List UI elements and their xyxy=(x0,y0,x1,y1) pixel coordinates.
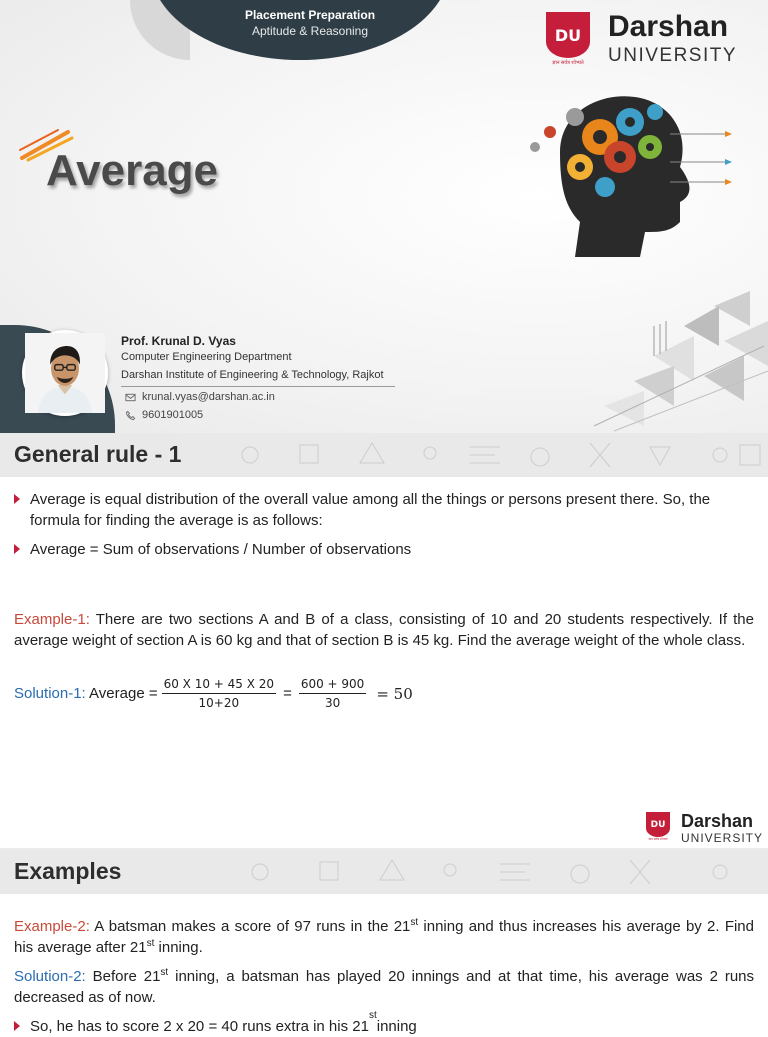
phone-contact xyxy=(125,409,203,421)
email-contact[interactable] xyxy=(125,391,275,403)
slide-header xyxy=(0,850,768,894)
phone-icon xyxy=(125,410,136,421)
divider xyxy=(121,386,395,387)
institute: Darshan Institute of Engineering & Technology, Rajkot xyxy=(121,369,384,381)
bullet-text-b: inning xyxy=(376,1018,417,1035)
fraction-1 xyxy=(162,677,276,710)
person-portrait-icon xyxy=(25,333,105,413)
phone-text: 9601901005 xyxy=(142,409,204,421)
avatar xyxy=(22,330,108,416)
superscript: st xyxy=(410,917,419,928)
department: Computer Engineering Department xyxy=(121,351,292,363)
general-rule-slide xyxy=(0,433,768,850)
logo-motto: ज्ञान सर्वत्र शोभ्यते xyxy=(552,60,584,66)
mail-icon xyxy=(125,392,136,403)
bullet-formula xyxy=(14,539,411,560)
bullet-partial xyxy=(14,1010,417,1037)
example-1 xyxy=(14,609,754,651)
solution-1 xyxy=(14,677,413,710)
logo-emblem xyxy=(646,812,673,841)
program-title: Placement Preparation xyxy=(244,8,376,22)
bullet-definition xyxy=(14,489,754,531)
professor-name: Prof. Krunal D. Vyas xyxy=(121,334,236,348)
example-label: Example-1: xyxy=(14,611,90,628)
logo-emblem xyxy=(546,12,598,66)
solution-label: Solution-1: xyxy=(14,685,86,702)
bullet-text: Average = Sum of observations / Number of observations xyxy=(30,541,412,558)
example-2 xyxy=(14,916,754,958)
example-text-c: inning. xyxy=(154,939,203,956)
fraction-2 xyxy=(299,677,367,710)
email-text[interactable]: krunal.vyas@darshan.ac.in xyxy=(142,391,275,403)
equals-sign: = xyxy=(283,685,292,702)
solution-text-b: inning, a batsman has played 20 innings and at that time, his average was 2 runs decreased as of now. xyxy=(14,968,755,1006)
example-text-b: inning and thus increases his average by 2. Find his average after 21 xyxy=(14,918,754,956)
superscript: st xyxy=(368,1010,377,1021)
slide-header xyxy=(0,433,768,477)
solution-2 xyxy=(14,966,754,1008)
logo-brand-text: Darshan xyxy=(608,10,729,43)
bullet-arrow-icon xyxy=(14,494,20,504)
slide-heading: Examples xyxy=(14,858,122,884)
bullet-arrow-icon xyxy=(14,544,20,554)
shield-icon: DU xyxy=(646,812,670,837)
superscript: st xyxy=(160,967,169,978)
solution-label: Solution-2: xyxy=(14,968,86,985)
slide-heading: General rule - 1 xyxy=(14,441,182,467)
fraction-numerator: 60 X 10 + 45 X 20 xyxy=(162,677,276,694)
program-subtitle: Aptitude & Reasoning xyxy=(251,24,369,38)
solution-result: = 50 xyxy=(376,684,413,703)
geometric-triangles-decoration xyxy=(584,286,768,431)
logo-university-text: UNIVERSITY xyxy=(681,831,764,845)
head-gears-illustration xyxy=(520,92,740,262)
logo-university-text: UNIVERSITY xyxy=(608,45,738,66)
fraction-numerator: 600 + 900 xyxy=(299,677,367,694)
example-label: Example-2: xyxy=(14,918,90,935)
bullet-text-a: So, he has to score 2 x 20 = 40 runs extra in his 21 xyxy=(30,1018,369,1035)
example-text: There are two sections A and B of a class, consisting of 10 and 20 students respectively. If the average weight of section A is 60 kg and that of section B is 45 kg. Find the average weight of the whole class. xyxy=(14,611,754,649)
shield-icon: DU xyxy=(546,12,590,58)
logo-motto: ज्ञान सर्वत्र शोभ्यते xyxy=(648,837,668,841)
example-text-a: A batsman makes a score of 97 runs in the 21 xyxy=(89,918,411,935)
solution-text-a: Before 21 xyxy=(85,968,161,985)
bullet-arrow-icon xyxy=(14,1021,20,1031)
darshan-university-logo xyxy=(646,812,763,844)
bullet-text: Average is equal distribution of the overall value among all the things or persons present there. So, the formula for finding the average is as follows: xyxy=(30,491,711,529)
superscript: st xyxy=(146,938,155,949)
cover-title: Average xyxy=(46,146,219,195)
logo-brand-text: Darshan xyxy=(681,811,754,831)
solution-prefix: Average = xyxy=(85,685,158,702)
darshan-university-logo xyxy=(546,12,737,66)
fraction-denominator: 10+20 xyxy=(198,696,240,710)
fraction-denominator: 30 xyxy=(324,696,341,710)
cover-slide xyxy=(0,0,768,433)
examples-slide xyxy=(0,858,768,1035)
